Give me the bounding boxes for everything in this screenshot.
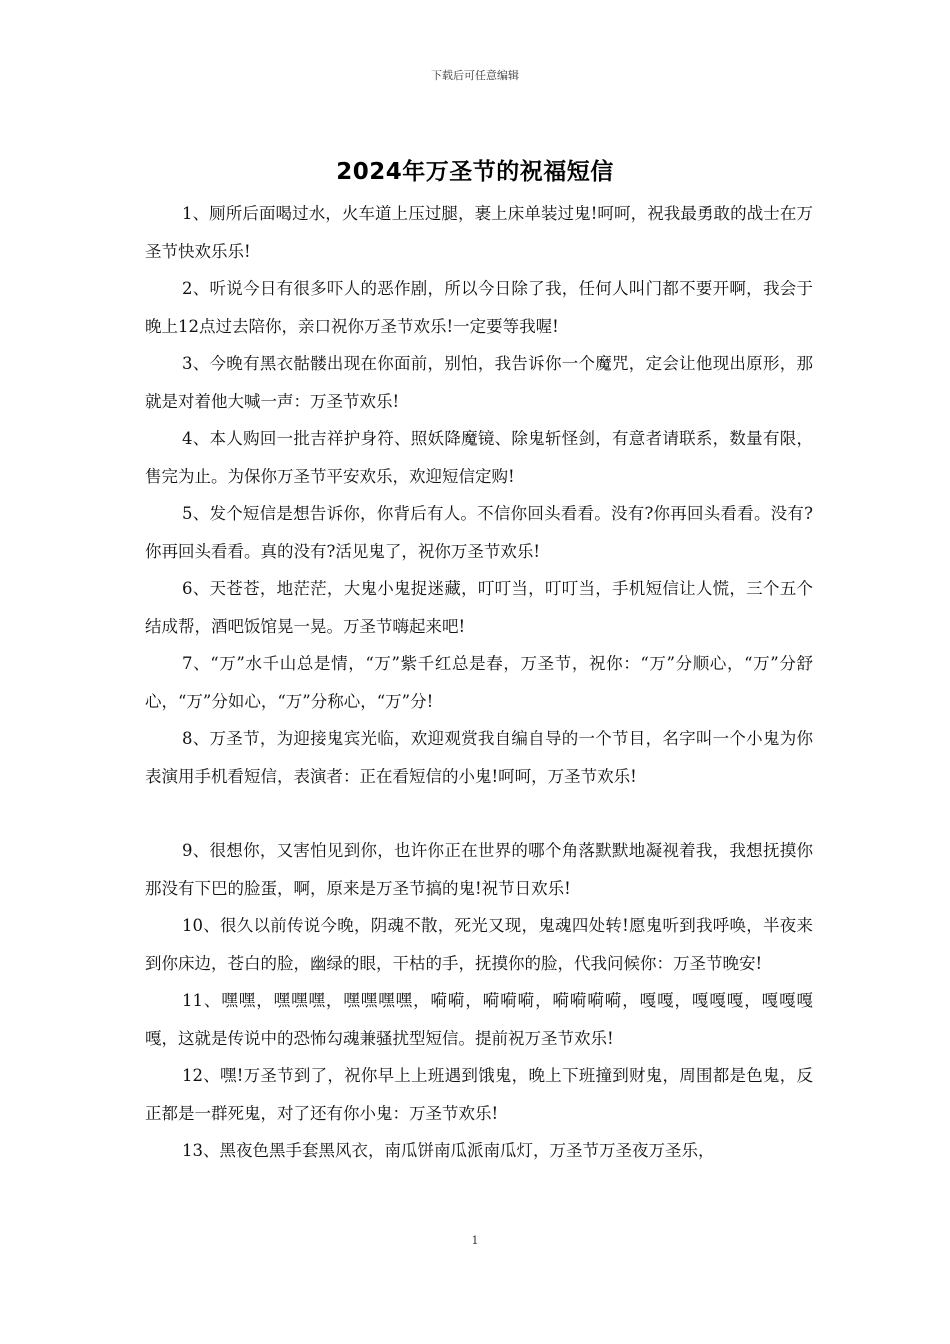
paragraph-9: 9、很想你，又害怕见到你，也许你正在世界的哪个角落默默地凝视着我，我想抚摸你那没有下巴的脸蛋，啊，原来是万圣节搞的鬼!祝节日欢乐! (145, 841, 813, 898)
paragraph-12: 12、嘿!万圣节到了，祝你早上上班遇到饿鬼，晚上下班撞到财鬼，周围都是色鬼，反正都是一群死鬼，对了还有你小鬼：万圣节欢乐! (145, 1066, 813, 1123)
paragraph-3: 3、今晚有黑衣骷髅出现在你面前，别怕，我告诉你一个魔咒，定会让他现出原形，那就是对着他大喊一声：万圣节欢乐! (145, 354, 813, 411)
paragraph-2: 2、听说今日有很多吓人的恶作剧，所以今日除了我，任何人叫门都不要开啊，我会于晚上12点过去陪你，亲口祝你万圣节欢乐!一定要等我喔! (145, 279, 813, 336)
paragraph-7: 7、“万”水千山总是情，“万”紫千红总是春，万圣节，祝你：“万”分顺心，“万”分舒心，“万”分如心，“万”分称心，“万”分! (145, 654, 813, 711)
paragraph-6: 6、天苍苍，地茫茫，大鬼小鬼捉迷藏，叮叮当，叮叮当，手机短信让人慌，三个五个结成帮，酒吧饭馆晃一晃。万圣节嗨起来吧! (145, 579, 813, 636)
paragraph-11: 11、嘿嘿，嘿嘿嘿，嘿嘿嘿嘿，嗬嗬，嗬嗬嗬，嗬嗬嗬嗬，嘎嘎，嘎嘎嘎，嘎嘎嘎嘎，这就是传说中的恐怖勾魂兼骚扰型短信。提前祝万圣节欢乐! (145, 991, 813, 1048)
paragraph-8: 8、万圣节，为迎接鬼宾光临，欢迎观赏我自编自导的一个节目，名字叫一个小鬼为你表演用手机看短信，表演者：正在看短信的小鬼!呵呵，万圣节欢乐! (145, 729, 813, 786)
paragraph-10: 10、很久以前传说今晚，阴魂不散，死光又现，鬼魂四处转!愿鬼听到我呼唤，半夜来到你床边，苍白的脸，幽绿的眼，干枯的手，抚摸你的脸，代我问候你：万圣节晚安! (145, 916, 813, 973)
paragraph-4: 4、本人购回一批吉祥护身符、照妖降魔镜、除鬼斩怪剑，有意者请联系，数量有限，售完为止。为保你万圣节平安欢乐，欢迎短信定购! (145, 429, 813, 486)
paragraph-5: 5、发个短信是想告诉你，你背后有人。不信你回头看看。没有?你再回头看看。没有?你再回头看看。真的没有?活见鬼了，祝你万圣节欢乐! (145, 504, 813, 561)
document-body (145, 195, 813, 1170)
paragraph-13: 13、黑夜色黑手套黑风衣，南瓜饼南瓜派南瓜灯，万圣节万圣夜万圣乐， (182, 1141, 715, 1160)
page-header-note: 下载后可任意编辑 (431, 69, 519, 82)
document-title: 2024年万圣节的祝福短信 (336, 159, 614, 185)
paragraph-1: 1、厕所后面喝过水，火车道上压过腿，裹上床单装过鬼!呵呵，祝我最勇敢的战士在万圣节快欢乐乐! (145, 204, 813, 261)
page-number: 1 (471, 1234, 479, 1247)
